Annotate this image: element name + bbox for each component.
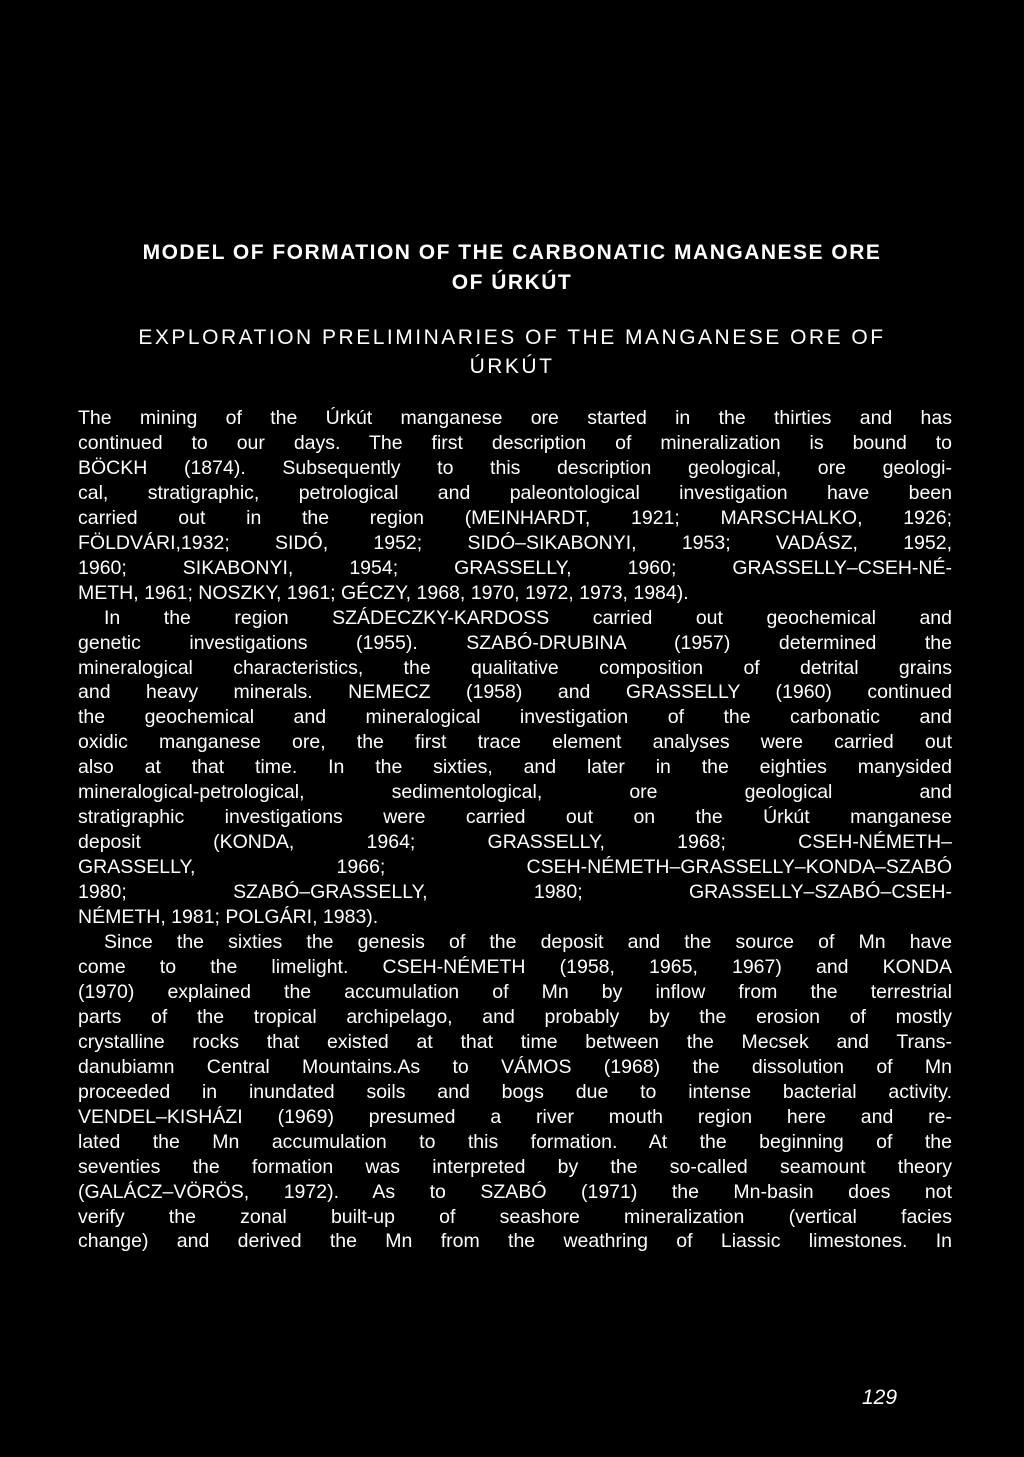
text-line: BÖCKH (1874). Subsequently to this description geological, ore geologi- — [78, 456, 952, 479]
text-line: also at that time. In the sixties, and later in the eighties manysided — [78, 756, 952, 779]
heading-line: EXPLORATION PRELIMINARIES OF THE MANGANESE ORE OF — [138, 326, 886, 349]
text-line: NÉMETH, 1981; POLGÁRI, 1983). — [78, 906, 379, 929]
text-line: In the region SZÁDECZKY-KARDOSS carried out geochemical and — [104, 606, 952, 629]
section-heading — [60, 323, 964, 381]
text-line: The mining of the Úrkút manganese ore started in the thirties and has — [78, 407, 952, 429]
text-line: continued to our days. The first description of mineralization is bound to — [78, 431, 952, 454]
body-text — [78, 406, 952, 1254]
text-line: deposit (KONDA, 1964; GRASSELLY, 1968; CSEH-NÉMETH– — [78, 831, 952, 854]
text-line: proceeded in inundated soils and bogs due to intense bacterial activity. — [78, 1080, 952, 1103]
heading-line: ÚRKÚT — [469, 355, 555, 378]
text-line: mineralogical characteristics, the qualitative composition of detrital grains — [78, 656, 952, 679]
text-line: VENDEL–KISHÁZI (1969) presumed a river mouth region here and re- — [78, 1105, 952, 1128]
text-line: GRASSELLY, 1966; CSEH-NÉMETH–GRASSELLY–KONDA–SZABÓ — [78, 856, 952, 879]
title-line: OF ÚRKÚT — [451, 271, 573, 294]
page-number: 129 — [862, 1386, 898, 1409]
text-line: seventies the formation was interpreted by the so-called seamount theory — [78, 1155, 952, 1178]
text-line: (GALÁCZ–VÖRÖS, 1972). As to SZABÓ (1971) the Mn-basin does not — [78, 1180, 952, 1203]
text-line: (1970) explained the accumulation of Mn by inflow from the terrestrial — [78, 980, 952, 1003]
text-line: 1980; SZABÓ–GRASSELLY, 1980; GRASSELLY–SZABÓ–CSEH- — [78, 881, 952, 904]
text-line: danubiamn Central Mountains.As to VÁMOS (1968) the dissolution of Mn — [78, 1055, 952, 1078]
text-line: and heavy minerals. NEMECZ (1958) and GRASSELLY (1960) continued — [78, 681, 952, 704]
text-line: genetic investigations (1955). SZABÓ-DRUBINA (1957) determined the — [78, 631, 952, 654]
text-line: crystalline rocks that existed at that time between the Mecsek and Trans- — [78, 1030, 952, 1053]
text-line: lated the Mn accumulation to this formation. At the beginning of the — [78, 1130, 952, 1153]
text-line: the geochemical and mineralogical investigation of the carbonatic and — [78, 706, 952, 729]
text-line: change) and derived the Mn from the weathring of Liassic limestones. In — [78, 1230, 952, 1253]
title-line: MODEL OF FORMATION OF THE CARBONATIC MANGANESE ORE — [142, 241, 882, 264]
text-line: 1960; SIKABONYI, 1954; GRASSELLY, 1960; GRASSELLY–CSEH-NÉ- — [78, 556, 952, 579]
text-line: stratigraphic investigations were carried out on the Úrkút manganese — [78, 806, 952, 829]
text-line: FÖLDVÁRI,1932; SIDÓ, 1952; SIDÓ–SIKABONYI, 1953; VADÁSZ, 1952, — [78, 531, 952, 554]
text-line: cal, stratigraphic, petrological and paleontological investigation have been — [78, 481, 952, 504]
page-title — [60, 238, 964, 298]
text-line: METH, 1961; NOSZKY, 1961; GÉCZY, 1968, 1970, 1972, 1973, 1984). — [78, 581, 689, 604]
text-line: parts of the tropical archipelago, and probably by the erosion of mostly — [78, 1005, 952, 1028]
text-line: oxidic manganese ore, the first trace element analyses were carried out — [78, 731, 952, 754]
text-line: come to the limelight. CSEH-NÉMETH (1958, 1965, 1967) and KONDA — [78, 955, 952, 978]
text-line: Since the sixties the genesis of the deposit and the source of Mn have — [104, 931, 952, 954]
text-line: mineralogical-petrological, sedimentological, ore geological and — [78, 781, 952, 804]
text-line: verify the zonal built-up of seashore mineralization (vertical facies — [78, 1205, 952, 1228]
text-line: carried out in the region (MEINHARDT, 1921; MARSCHALKO, 1926; — [78, 506, 952, 529]
